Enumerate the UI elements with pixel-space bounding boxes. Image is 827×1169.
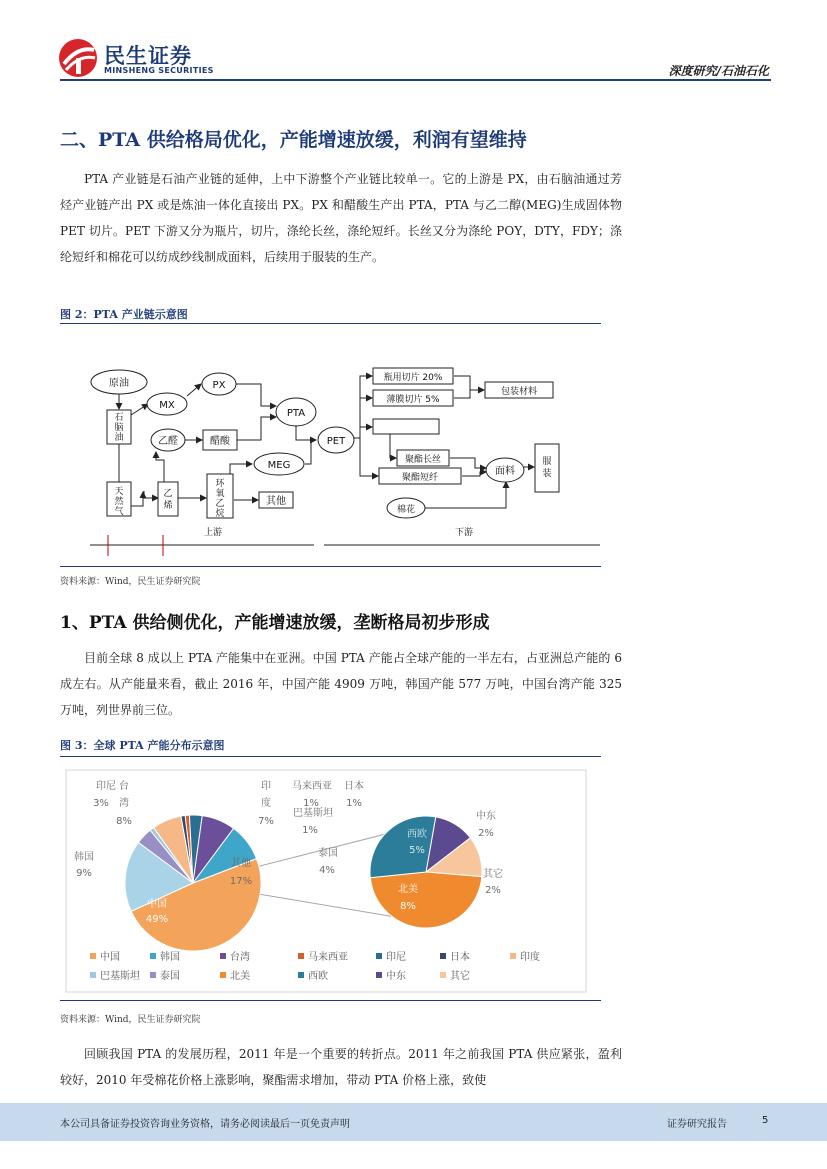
label-downstream: 下游 <box>454 528 474 538</box>
label-natgas-3: 气 <box>114 507 124 517</box>
legend-label-6: 印度 <box>520 952 540 963</box>
legend-label-7: 巴基斯坦 <box>100 971 140 982</box>
paragraph-industry-chain: PTA 产业链是石油产业链的延伸，上中下游整个产业链比较单一。它的上游是 PX，由石脑油通过芳烃产业链产出 PX 或是炼油一体化直接出 PX。PX 和醋酸生产出 PTA，PTA 与乙二醇(MEG)生成固体物 PET 切片。PET 下游又分为瓶片，切片，涤纶长丝，涤纶短纤。长丝又分为涤纶 POY，DTY，FDY；涤纶短纤和棉花可以纺成纱线制成面料，后续用于服装的生产。 <box>60 172 622 264</box>
legend-swatch-5 <box>440 953 446 959</box>
footer-page-number: 5 <box>762 1115 769 1126</box>
sub-value-mideast: 2% <box>478 828 494 839</box>
edge-naphtha-mx <box>131 404 148 415</box>
slice-label-korea: 韩国 <box>74 852 94 863</box>
legend-label-5: 日本 <box>450 952 470 963</box>
label-eo-3: 乙 <box>215 499 225 509</box>
label-naphtha-3: 油 <box>114 433 124 443</box>
label-fabric: 面料 <box>495 466 515 477</box>
figure-3-source: 资料来源：Wind，民生证券研究院 <box>60 1015 201 1025</box>
label-ethylene-2: 烯 <box>163 501 173 511</box>
label-staple: 聚酯短纤 <box>401 473 439 483</box>
label-natgas-1: 天 <box>114 487 124 497</box>
edge-acetic-pta <box>236 417 276 440</box>
legend-swatch-11 <box>376 972 382 978</box>
legend-label-0: 中国 <box>100 952 120 963</box>
legend-label-12: 其它 <box>450 971 470 982</box>
subsection-1-title: 1、PTA 供给侧优化，产能增速放缓，垄断格局初步形成 <box>60 613 490 633</box>
figure-2-bottom-rule <box>60 566 601 567</box>
slice-label-other: 其他 <box>231 858 251 869</box>
sub-value-namerica: 8% <box>400 901 416 912</box>
label-pet: PET <box>326 436 346 447</box>
slice-label-indonesia: 印尼 <box>96 781 116 792</box>
legend-label-2: 台湾 <box>230 952 250 963</box>
figure-2-source: 资料来源：Wind，民生证券研究院 <box>60 577 201 587</box>
label-acetic: 醋酸 <box>210 436 230 447</box>
figure-2-caption-rule <box>60 323 601 324</box>
legend-label-4: 印尼 <box>386 952 406 963</box>
sub-label-weurope: 西欧 <box>407 829 427 840</box>
legend-swatch-12 <box>440 972 446 978</box>
slice-value-indonesia: 3% <box>93 798 109 809</box>
label-apparel-1: 服 <box>542 457 552 467</box>
figure-2-caption: 图 2：PTA 产业链示意图 <box>60 308 188 321</box>
sub-value-weurope: 5% <box>409 845 425 856</box>
edge-filament-fabric <box>450 458 486 468</box>
slice-label-thailand: 泰国 <box>318 848 338 859</box>
label-other: 其他 <box>266 496 286 507</box>
label-upstream: 上游 <box>203 528 223 538</box>
edge-px-pta <box>236 384 276 406</box>
edge-cotton-fabric <box>424 482 506 508</box>
slice-value-malaysia: 1% <box>303 798 319 809</box>
slice-value-thailand: 4% <box>319 865 335 876</box>
figure-3-bottom-rule <box>60 1000 601 1001</box>
node-apparel <box>535 444 559 492</box>
label-pta: PTA <box>286 408 306 419</box>
label-bottle: 瓶用切片 20% <box>383 373 443 383</box>
label-px: PX <box>212 380 226 391</box>
label-mx: MX <box>159 400 175 411</box>
legend-label-9: 北美 <box>230 971 250 982</box>
sub-value-rest: 2% <box>485 885 501 896</box>
legend-swatch-0 <box>90 953 96 959</box>
slice-value-pakistan: 1% <box>302 825 318 836</box>
legend-label-8: 泰国 <box>160 971 180 982</box>
label-acetaldehyde: 乙醛 <box>158 436 178 447</box>
label-cotton: 棉花 <box>396 505 416 515</box>
edge-natgas-ethylene <box>144 491 158 498</box>
slice-value-taiwan: 8% <box>116 816 132 827</box>
edge-pta-pet <box>296 426 311 440</box>
slice-value-japan: 1% <box>346 798 362 809</box>
header-divider <box>60 79 771 81</box>
slice-label-pakistan: 巴基斯坦 <box>293 808 333 819</box>
label-meg: MEG <box>267 460 291 471</box>
edge-bottle-pack <box>454 376 484 390</box>
edge-film-pack <box>454 390 470 398</box>
edge-fiberchip-filament <box>390 434 396 458</box>
minsheng-logo <box>58 38 100 78</box>
legend-swatch-4 <box>376 953 382 959</box>
brand-name-cn: 民生证券 <box>104 44 192 68</box>
pta-chain-diagram <box>60 330 605 566</box>
label-ethylene-1: 乙 <box>163 489 173 499</box>
slice-label-malaysia: 马来西亚 <box>292 781 332 792</box>
footer-disclaimer: 本公司具备证券投资咨询业务资格，请务必阅读最后一页免责声明 <box>60 1119 350 1130</box>
legend-swatch-3 <box>298 953 304 959</box>
edge-pet-bottle <box>352 376 372 438</box>
sub-label-namerica: 北美 <box>398 884 418 895</box>
brand-name-en: MINSHENG SECURITIES <box>104 66 214 75</box>
footer-report-type: 证券研究报告 <box>667 1119 727 1130</box>
figure-3-caption: 图 3：全球 PTA 产能分布示意图 <box>60 739 225 752</box>
slice-label-japan: 日本 <box>344 781 364 792</box>
figure-3-caption-rule <box>60 756 601 757</box>
label-apparel-2: 装 <box>542 469 552 479</box>
slice-value-india: 7% <box>258 816 274 827</box>
label-naphtha-2: 脑 <box>114 423 124 433</box>
header-section-label: 深度研究/石油石化 <box>668 64 769 78</box>
legend-label-1: 韩国 <box>160 952 180 963</box>
label-packaging: 包装材料 <box>500 387 538 397</box>
paragraph-history: 回顾我国 PTA 的发展历程，2011 年是一个重要的转折点。2011 年之前我国 PTA 供应紧张，盈利较好，2010 年受棉花价格上涨影响，聚酯需求增加，带动 PTA 价格上涨，致使 <box>60 1047 622 1087</box>
label-naphtha-1: 石 <box>114 413 124 423</box>
slice-label-taiwan-1: 台 <box>119 781 129 792</box>
slice-value-other: 17% <box>229 876 253 887</box>
legend-swatch-9 <box>220 972 226 978</box>
sub-label-rest: 其它 <box>483 869 503 880</box>
legend-swatch-10 <box>298 972 304 978</box>
edge-mx-px <box>187 384 201 396</box>
label-film: 薄膜切片 5% <box>386 395 440 405</box>
label-eo-4: 烷 <box>215 509 225 519</box>
slice-value-korea: 9% <box>76 868 92 879</box>
label-eo-1: 环 <box>215 479 225 489</box>
label-crude: 原油 <box>109 378 129 389</box>
edge-meg-pet <box>305 440 311 464</box>
slice-label-india-1: 印 <box>261 781 271 792</box>
legend-swatch-8 <box>150 972 156 978</box>
slice-label-taiwan-2: 湾 <box>119 798 129 809</box>
label-eo-2: 氧 <box>215 489 225 499</box>
label-filament: 聚酯长丝 <box>404 455 442 465</box>
pta-capacity-pie-chart <box>60 762 605 994</box>
legend-label-3: 马来西亚 <box>308 952 348 963</box>
legend-label-10: 西欧 <box>308 971 328 982</box>
sub-label-mideast: 中东 <box>476 811 496 822</box>
edge-ethylene-acetaldehyde <box>156 452 164 482</box>
label-natgas-2: 然 <box>114 497 124 507</box>
legend-swatch-1 <box>150 953 156 959</box>
legend-swatch-6 <box>510 953 516 959</box>
slice-label-china: 中国 <box>147 899 167 910</box>
legend-swatch-7 <box>90 972 96 978</box>
paragraph-capacity: 目前全球 8 成以上 PTA 产能集中在亚洲。中国 PTA 产能占全球产能的一半左右，占亚洲总产能的 6 成左右。从产能量来看，截止 2016 年，中国产能 4909 万吨，韩国产能 577 万吨，中国台湾产能 325 万吨，列世界前三位。 <box>60 651 622 717</box>
edge-pet-staple <box>360 438 378 476</box>
legend-label-11: 中东 <box>386 971 406 982</box>
slice-value-china: 49% <box>145 914 169 925</box>
slice-label-india-2: 度 <box>261 798 271 809</box>
legend-swatch-2 <box>220 953 226 959</box>
node-fiberchip <box>373 419 439 434</box>
section-2-title: 二、PTA 供给格局优化，产能增速放缓，利润有望维持 <box>60 129 527 151</box>
edge-staple-fabric <box>462 472 486 476</box>
